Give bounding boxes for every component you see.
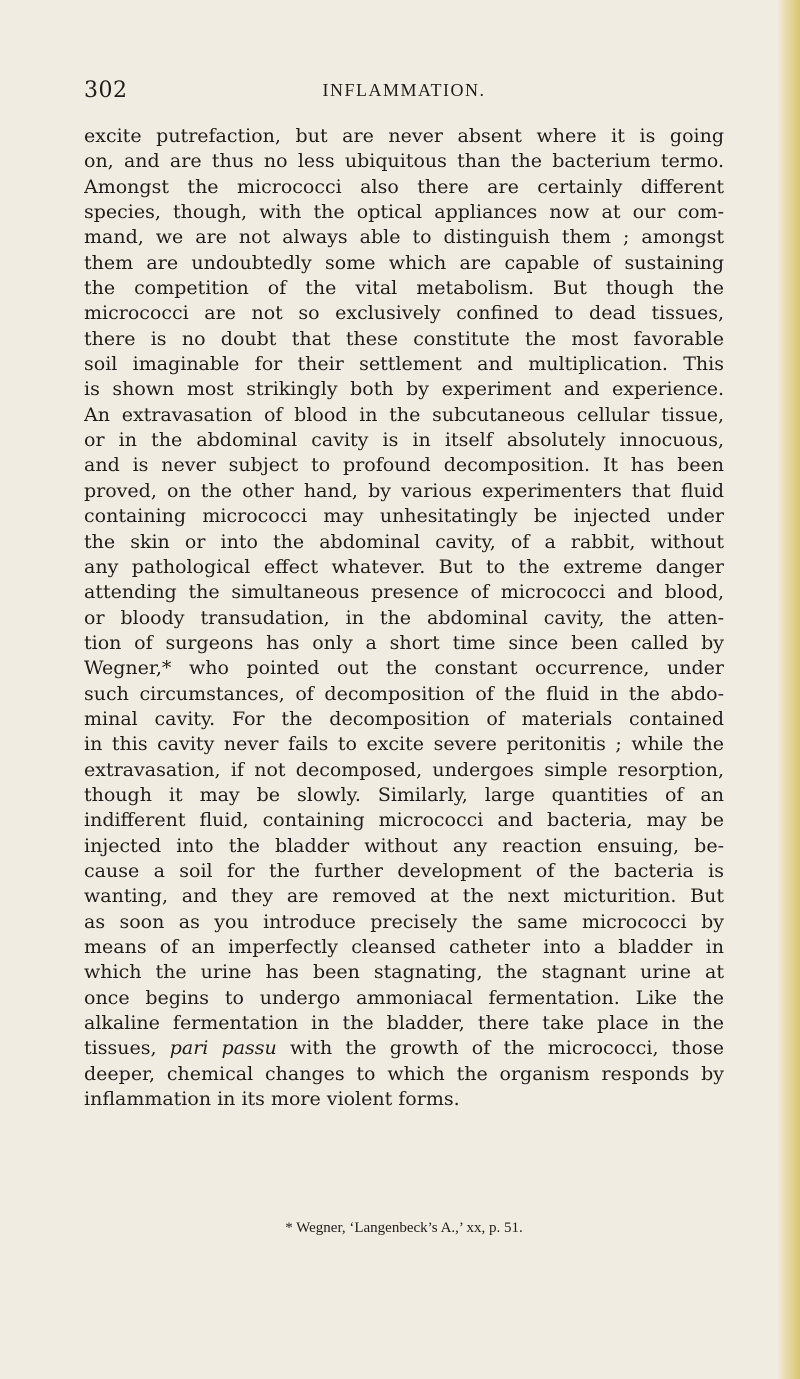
text-line: Amongst the micrococci also there are certainly different	[84, 175, 724, 198]
page-edge	[778, 0, 800, 1379]
text-line: tion of surgeons has only a short time since been called by	[84, 631, 724, 654]
text-line: means of an imperfectly cleansed catheter into a bladder in	[84, 936, 724, 958]
text-line: soil imaginable for their settlement and multiplication. This	[84, 353, 724, 376]
text-line: or bloody transudation, in the abdominal cavity, the atten-	[84, 606, 724, 629]
text-line: proved, on the other hand, by various experimenters that fluid	[84, 479, 724, 502]
text-line: mand, we are not always able to distinguish them ; amongst	[84, 226, 724, 249]
text-line: as soon as you introduce precisely the same micrococci by	[84, 910, 724, 933]
text-line: such circumstances, of decomposition of the fluid in the abdo-	[84, 682, 724, 705]
text-line: alkaline fermentation in the bladder, there take place in the	[84, 1012, 724, 1035]
text-line: indifferent fluid, containing micrococci and bacteria, may be	[84, 809, 724, 832]
text-line: micrococci are not so exclusively confined to dead tissues,	[84, 302, 724, 325]
italic-phrase: pari passu	[169, 1037, 277, 1060]
text-line: containing micrococci may unhesitatingly be injected under	[84, 505, 724, 528]
page-number: 302	[84, 78, 128, 103]
text-line: in this cavity never fails to excite severe peritonitis ; while the	[84, 733, 724, 756]
body-text	[84, 124, 724, 1112]
text-line: deeper, chemical changes to which the organism responds by	[84, 1062, 724, 1085]
text-line: Wegner,* who pointed out the constant occurrence, under	[84, 657, 724, 680]
running-head: INFLAMMATION.	[322, 80, 486, 100]
text-line: them are undoubtedly some which are capable of sustaining	[84, 251, 724, 274]
text-line: inflammation in its more violent forms.	[84, 1088, 460, 1111]
text-line: the competition of the vital metabolism. But though the	[84, 277, 724, 300]
text-line: there is no doubt that these constitute the most favorable	[84, 327, 724, 350]
text-line: which the urine has been stagnating, the stagnant urine at	[84, 961, 724, 984]
text-line: minal cavity. For the decomposition of materials contained	[84, 707, 724, 730]
text-line-with-italic	[84, 1036, 724, 1061]
text-line: on, and are thus no less ubiquitous than the bacterium termo.	[84, 150, 724, 173]
text-segment: with the growth of the micrococci, those	[276, 1037, 724, 1060]
text-line: the skin or into the abdominal cavity, of a rabbit, without	[84, 530, 724, 553]
text-line: once begins to undergo ammoniacal fermentation. Like the	[84, 986, 724, 1009]
text-line: species, though, with the optical appliances now at our com-	[84, 201, 724, 224]
text-line: excite putrefaction, but are never absent where it is going	[84, 125, 724, 147]
text-line: or in the abdominal cavity is in itself absolutely innocuous,	[84, 429, 724, 452]
text-segment: tissues,	[84, 1037, 170, 1060]
text-line: injected into the bladder without any reaction ensuing, be-	[84, 834, 724, 857]
footnote: * Wegner, ‘Langenbeck’s A.,’ xx, p. 51.	[285, 1220, 523, 1236]
text-line: any pathological effect whatever. But to the extreme danger	[84, 555, 724, 578]
text-line: and is never subject to profound decomposition. It has been	[84, 454, 724, 477]
text-line: cause a soil for the further development of the bacteria is	[84, 859, 724, 882]
text-line: wanting, and they are removed at the next micturition. But	[84, 885, 724, 908]
text-line: extravasation, if not decomposed, undergoes simple resorption,	[84, 758, 724, 781]
text-line: though it may be slowly. Similarly, large quantities of an	[84, 783, 724, 806]
page-header	[84, 78, 724, 108]
text-line: An extravasation of blood in the subcutaneous cellular tissue,	[84, 403, 724, 426]
text-line: attending the simultaneous presence of micrococci and blood,	[84, 581, 724, 604]
text-line: is shown most strikingly both by experiment and experience.	[84, 378, 724, 401]
